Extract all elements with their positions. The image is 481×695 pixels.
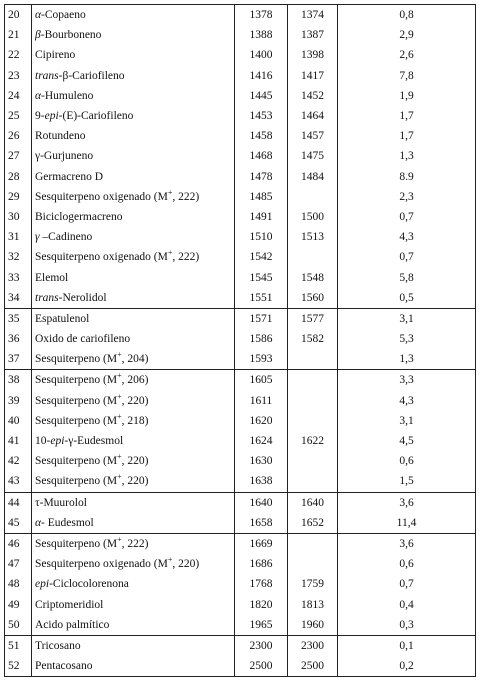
relative-percentage: 1,5 <box>338 471 476 492</box>
retention-index-calculated: 1445 <box>249 89 273 102</box>
row-number: 38 <box>5 370 32 391</box>
name-segment: Biciclogermacreno <box>35 210 123 223</box>
retention-index-literature: 1548 <box>288 267 338 287</box>
relative-percentage: 2,9 <box>338 25 476 45</box>
retention-index-literature: 1398 <box>288 45 338 65</box>
table-row <box>5 329 476 349</box>
retention-index-literature: 1464 <box>288 106 338 126</box>
compound-name <box>32 227 235 247</box>
relative-percentage: 11,4 <box>338 513 476 534</box>
retention-index-literature: 1387 <box>288 25 338 45</box>
table-row <box>5 370 476 391</box>
table-row <box>5 471 476 492</box>
name-segment: Sesquiterpeno oxigenado (M <box>35 251 168 264</box>
retention-index-calculated: 1491 <box>249 210 273 223</box>
retention-index-calculated: 1658 <box>249 516 273 529</box>
row-number: 22 <box>5 45 32 65</box>
retention-index-literature: 1759 <box>288 574 338 594</box>
retention-index-literature: 1452 <box>288 86 338 106</box>
compound-name <box>32 594 235 614</box>
name-segment: , 220) <box>121 394 149 407</box>
relative-percentage: 0,8 <box>338 5 476 26</box>
retention-index-literature <box>288 533 338 554</box>
retention-index-calculated: 1605 <box>235 370 288 391</box>
row-number: 46 <box>5 533 32 554</box>
name-segment: Oxido de cariofileno <box>35 333 131 346</box>
row-number: 20 <box>5 5 32 26</box>
compound-name <box>32 25 235 45</box>
retention-index-calculated: 1586 <box>249 333 273 346</box>
name-segment: , 220) <box>121 455 149 468</box>
relative-percentage: 1,7 <box>338 106 476 126</box>
retention-index-calculated: 1669 <box>235 533 288 554</box>
row-number: 23 <box>5 66 32 86</box>
table-row <box>5 411 476 431</box>
relative-percentage: 4,5 <box>338 431 476 451</box>
retention-index-calculated: 1611 <box>249 394 273 407</box>
name-segment: Sesquiterpeno (M <box>35 414 118 427</box>
name-segment: , 222) <box>172 251 200 264</box>
retention-index-calculated: 1571 <box>235 308 288 329</box>
compound-name <box>32 207 235 227</box>
name-segment: Criptomeridiol <box>35 598 104 611</box>
compound-name <box>32 247 235 267</box>
row-number: 26 <box>5 126 32 146</box>
superscript: + <box>117 391 122 401</box>
retention-index-literature <box>288 391 338 411</box>
name-segment: -β-Cariofileno <box>58 69 125 82</box>
retention-index-calculated: 1686 <box>249 558 273 571</box>
relative-percentage: 7,8 <box>338 66 476 86</box>
compound-name <box>32 513 235 534</box>
name-segment: Sesquiterpeno (M <box>35 353 118 366</box>
table-row <box>5 349 476 370</box>
retention-index-literature <box>288 247 338 267</box>
compound-name <box>32 66 235 86</box>
retention-index-literature: 1652 <box>288 513 338 534</box>
relative-percentage: 1,3 <box>338 349 476 370</box>
retention-index-literature: 1513 <box>288 227 338 247</box>
row-number: 28 <box>5 167 32 187</box>
superscript: + <box>117 371 122 381</box>
compound-name <box>32 167 235 187</box>
name-segment: 10- <box>35 435 51 448</box>
retention-index-literature: 1484 <box>288 167 338 187</box>
compound-name <box>32 574 235 594</box>
retention-index-calculated: 1593 <box>249 353 273 366</box>
relative-percentage: 0,7 <box>338 574 476 594</box>
table-row <box>5 45 476 65</box>
retention-index-literature <box>288 370 338 391</box>
name-segment: , 204) <box>121 353 149 366</box>
name-segment: β- <box>35 29 45 42</box>
superscript: + <box>117 350 122 360</box>
name-segment: τ-Muurolol <box>35 496 87 509</box>
table-row <box>5 5 476 26</box>
table-row <box>5 594 476 614</box>
compound-name <box>32 492 235 513</box>
compound-name <box>32 471 235 492</box>
table-row <box>5 187 476 207</box>
name-segment: Humuleno <box>44 89 94 102</box>
retention-index-calculated: 1478 <box>249 170 273 183</box>
row-number: 31 <box>5 227 32 247</box>
retention-index-calculated: 1510 <box>249 231 273 244</box>
row-number: 47 <box>5 554 32 574</box>
compound-name <box>32 308 235 329</box>
compound-name <box>32 370 235 391</box>
compound-name <box>32 615 235 636</box>
retention-index-literature: 1417 <box>288 66 338 86</box>
row-number: 51 <box>5 635 32 656</box>
name-segment: γ – <box>35 231 49 244</box>
compound-name <box>32 554 235 574</box>
compound-name <box>32 329 235 349</box>
name-segment: Cipireno <box>35 49 76 62</box>
name-segment: α- <box>35 89 45 102</box>
relative-percentage: 2,6 <box>338 45 476 65</box>
retention-index-calculated: 1638 <box>249 475 273 488</box>
table-row <box>5 25 476 45</box>
relative-percentage: 0,6 <box>338 451 476 471</box>
name-segment: α- <box>35 9 45 22</box>
retention-index-calculated: 1416 <box>249 69 273 82</box>
table-row <box>5 207 476 227</box>
name-segment: -(E)-Cariofileno <box>58 110 134 123</box>
retention-index-calculated: 1468 <box>249 150 273 163</box>
superscript: + <box>167 187 173 197</box>
retention-index-literature: 1457 <box>288 126 338 146</box>
relative-percentage: 8.9 <box>338 167 476 187</box>
retention-index-calculated: 1400 <box>249 49 273 62</box>
retention-index-literature: 1475 <box>288 146 338 166</box>
compound-name <box>32 187 235 207</box>
row-number: 48 <box>5 574 32 594</box>
name-segment: -γ-Eudesmol <box>64 435 124 448</box>
retention-index-calculated: 1453 <box>249 110 273 123</box>
retention-index-literature: 1577 <box>288 308 338 329</box>
relative-percentage: 5,8 <box>338 267 476 287</box>
table-row <box>5 227 476 247</box>
name-segment: trans <box>35 291 59 304</box>
row-number: 32 <box>5 247 32 267</box>
row-number: 30 <box>5 207 32 227</box>
retention-index-calculated: 1388 <box>249 29 273 42</box>
row-number: 36 <box>5 329 32 349</box>
name-segment: Copaeno <box>44 9 86 22</box>
name-segment: -Nerolidol <box>58 291 107 304</box>
retention-index-calculated: 1820 <box>249 598 273 611</box>
compound-name <box>32 126 235 146</box>
relative-percentage: 4,3 <box>338 391 476 411</box>
retention-index-calculated: 1630 <box>249 455 273 468</box>
retention-index-literature: 1374 <box>288 5 338 26</box>
name-segment: Tricosano <box>35 639 81 652</box>
retention-index-calculated: 1965 <box>249 618 273 631</box>
row-number: 49 <box>5 594 32 614</box>
name-segment: Sesquiterpeno (M <box>35 394 118 407</box>
retention-index-calculated: 1768 <box>249 578 273 591</box>
compounds-table <box>4 4 476 677</box>
name-segment: α- <box>35 516 45 529</box>
relative-percentage: 4,3 <box>338 227 476 247</box>
row-number: 45 <box>5 513 32 534</box>
name-segment: Cadineno <box>48 231 93 244</box>
relative-percentage: 0,7 <box>338 247 476 267</box>
retention-index-calculated: 1640 <box>235 492 288 513</box>
table-row <box>5 554 476 574</box>
table-row <box>5 288 476 309</box>
compound-name <box>32 86 235 106</box>
table-row <box>5 66 476 86</box>
row-number: 21 <box>5 25 32 45</box>
retention-index-calculated: 1620 <box>249 414 273 427</box>
table-row <box>5 86 476 106</box>
name-segment: Pentacosano <box>35 660 93 673</box>
name-segment: Sesquiterpeno (M <box>35 475 118 488</box>
compound-name <box>32 656 235 677</box>
relative-percentage: 3,6 <box>338 492 476 513</box>
table-row <box>5 431 476 451</box>
row-number: 42 <box>5 451 32 471</box>
relative-percentage: 0,1 <box>338 635 476 656</box>
name-segment: epi <box>50 435 65 448</box>
compound-name <box>32 391 235 411</box>
relative-percentage: 0,6 <box>338 554 476 574</box>
table-row <box>5 656 476 677</box>
compound-name <box>32 288 235 309</box>
retention-index-calculated: 1542 <box>249 251 273 264</box>
retention-index-literature <box>288 411 338 431</box>
retention-index-calculated: 1378 <box>235 5 288 26</box>
name-segment: , 222) <box>172 190 200 203</box>
superscript: + <box>117 452 122 462</box>
relative-percentage: 0,5 <box>338 288 476 309</box>
row-number: 50 <box>5 615 32 636</box>
compound-name <box>32 431 235 451</box>
table-row <box>5 451 476 471</box>
retention-index-literature <box>288 187 338 207</box>
retention-index-calculated: 2500 <box>235 656 288 677</box>
relative-percentage: 1,3 <box>338 146 476 166</box>
compound-name <box>32 146 235 166</box>
relative-percentage: 0,4 <box>338 594 476 614</box>
superscript: + <box>167 555 173 565</box>
compound-name <box>32 5 235 26</box>
retention-index-literature: 1500 <box>288 207 338 227</box>
name-segment: , 218) <box>121 414 149 427</box>
name-segment: Sesquiterpeno oxigenado (M <box>35 558 168 571</box>
retention-index-calculated: 1458 <box>249 130 273 143</box>
row-number: 39 <box>5 391 32 411</box>
relative-percentage: 3,3 <box>338 370 476 391</box>
retention-index-calculated: 1551 <box>249 291 273 304</box>
relative-percentage: 1,7 <box>338 126 476 146</box>
name-segment: -Ciclocolorenona <box>49 578 129 591</box>
table-row <box>5 492 476 513</box>
name-segment: Sesquiterpeno (M <box>35 455 118 468</box>
relative-percentage: 0,7 <box>338 207 476 227</box>
table-row <box>5 391 476 411</box>
superscript: + <box>117 535 122 545</box>
row-number: 43 <box>5 471 32 492</box>
name-segment: , 222) <box>121 537 149 550</box>
name-segment: Bourboneno <box>44 29 102 42</box>
table-row <box>5 126 476 146</box>
compound-name <box>32 635 235 656</box>
retention-index-calculated: 1545 <box>249 271 273 284</box>
name-segment: epi <box>44 110 59 123</box>
row-number: 34 <box>5 288 32 309</box>
name-segment: γ-Gurjuneno <box>35 150 94 163</box>
superscript: + <box>117 412 122 422</box>
name-segment: , 220) <box>172 558 200 571</box>
table-row <box>5 533 476 554</box>
retention-index-literature: 1960 <box>288 615 338 636</box>
name-segment: Elemol <box>35 271 69 284</box>
retention-index-literature <box>288 554 338 574</box>
row-number: 35 <box>5 308 32 329</box>
relative-percentage: 5,3 <box>338 329 476 349</box>
name-segment: Eudesmol <box>44 516 94 529</box>
compound-name <box>32 267 235 287</box>
retention-index-literature: 1813 <box>288 594 338 614</box>
name-segment: Sesquiterpeno (M <box>35 374 118 387</box>
retention-index-literature: 1560 <box>288 288 338 309</box>
row-number: 33 <box>5 267 32 287</box>
row-number: 37 <box>5 349 32 370</box>
relative-percentage: 3,1 <box>338 411 476 431</box>
relative-percentage: 2,3 <box>338 187 476 207</box>
name-segment: , 220) <box>121 475 149 488</box>
table-row <box>5 574 476 594</box>
compound-name <box>32 349 235 370</box>
retention-index-literature: 2500 <box>288 656 338 677</box>
name-segment: Germacreno D <box>35 170 104 183</box>
superscript: + <box>167 248 173 258</box>
name-segment: trans <box>35 69 59 82</box>
retention-index-literature <box>288 349 338 370</box>
row-number: 40 <box>5 411 32 431</box>
relative-percentage: 1,9 <box>338 86 476 106</box>
relative-percentage: 3,1 <box>338 308 476 329</box>
name-segment: epi <box>35 578 50 591</box>
retention-index-calculated: 1624 <box>249 435 273 448</box>
table-row <box>5 106 476 126</box>
retention-index-literature <box>288 471 338 492</box>
name-segment: 9- <box>35 110 45 123</box>
retention-index-literature: 1622 <box>288 431 338 451</box>
compound-name <box>32 106 235 126</box>
row-number: 25 <box>5 106 32 126</box>
table-row <box>5 267 476 287</box>
table-row <box>5 615 476 636</box>
table-row <box>5 635 476 656</box>
retention-index-literature: 2300 <box>288 635 338 656</box>
row-number: 29 <box>5 187 32 207</box>
relative-percentage: 3,6 <box>338 533 476 554</box>
relative-percentage: 0,2 <box>338 656 476 677</box>
table-row <box>5 146 476 166</box>
retention-index-literature <box>288 451 338 471</box>
table-row <box>5 247 476 267</box>
compound-name <box>32 411 235 431</box>
row-number: 44 <box>5 492 32 513</box>
table-body <box>5 5 476 677</box>
name-segment: Rotundeno <box>35 130 86 143</box>
relative-percentage: 0,3 <box>338 615 476 636</box>
retention-index-literature: 1640 <box>288 492 338 513</box>
name-segment: Sesquiterpeno oxigenado (M <box>35 190 168 203</box>
name-segment: Acido palmítico <box>35 618 110 631</box>
table-row <box>5 513 476 534</box>
table-row <box>5 167 476 187</box>
retention-index-calculated: 1485 <box>249 190 273 203</box>
retention-index-literature: 1582 <box>288 329 338 349</box>
compound-name <box>32 45 235 65</box>
row-number: 52 <box>5 656 32 677</box>
name-segment: Sesquiterpeno (M <box>35 537 118 550</box>
name-segment: , 206) <box>121 374 149 387</box>
name-segment: Espatulenol <box>35 312 90 325</box>
row-number: 27 <box>5 146 32 166</box>
row-number: 24 <box>5 86 32 106</box>
compound-name <box>32 451 235 471</box>
table-row <box>5 308 476 329</box>
retention-index-calculated: 2300 <box>235 635 288 656</box>
compound-name <box>32 533 235 554</box>
row-number: 41 <box>5 431 32 451</box>
superscript: + <box>117 472 122 482</box>
